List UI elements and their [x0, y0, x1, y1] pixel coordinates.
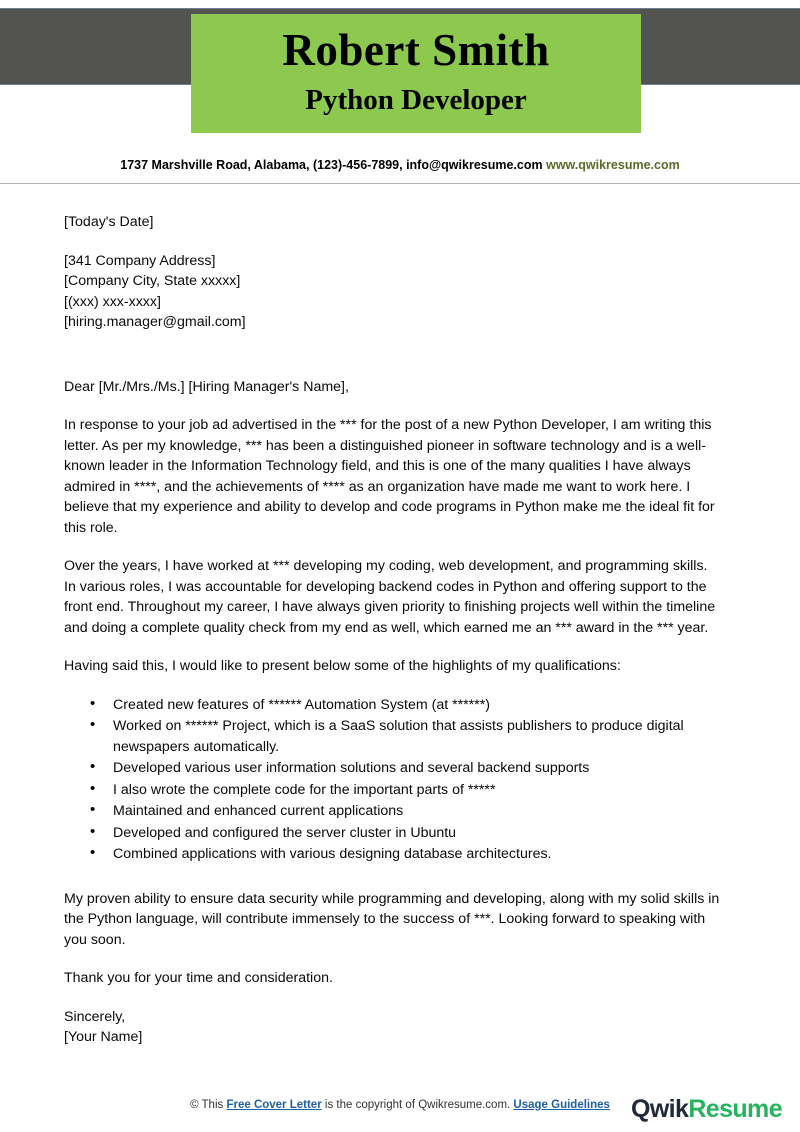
- list-item: • Developed various user information solutions and several backend supports: [64, 758, 720, 779]
- name-title-block: [191, 14, 641, 133]
- applicant-job-title: Python Developer: [305, 84, 527, 116]
- spacer-before-salutation: [64, 351, 720, 377]
- applicant-name: Robert Smith: [282, 25, 550, 75]
- recipient-email: [hiring.manager@gmail.com]: [64, 314, 246, 330]
- recipient-phone: [(xxx) xxx-xxxx]: [64, 293, 161, 310]
- highlights-intro: Having said this, I would like to present below some of the highlights of my qualifications:: [64, 658, 621, 674]
- list-item: • I also wrote the complete code for the important parts of *****: [64, 780, 720, 801]
- footer-copyright-prefix: © This: [190, 1099, 227, 1111]
- qwikresume-logo[interactable]: [631, 1092, 782, 1126]
- paragraph-one: In response to your job ad advertised in the *** for the post of a new Python Developer, I am writing this letter. As per my knowledge, *** has been a distinguished pioneer in software technology and is a well-known leader in the Information Technology field, and this is one of the many qualities I have always admired in ****, and the achievements of **** as an organization have made me want to work here. I believe that my experience and ability to develop and code programs in Python make me the ideal fit for this role.: [64, 417, 715, 536]
- paragraph-two: Over the years, I have worked at *** developing my coding, web development, and programming skills. In various roles, I was accountable for developing backend codes in Python and offering support to the front end. Throughout my career, I have always given priority to finishing projects well within the timeline and doing a complete quality check from my end as well, which earned me an *** award in the *** year.: [64, 558, 716, 636]
- contact-line: [0, 157, 800, 173]
- header-divider: [0, 183, 800, 184]
- recipient-city-state-zip: [Company City, State xxxxx]: [64, 273, 241, 289]
- paragraph-four: Thank you for your time and consideration.: [64, 970, 333, 986]
- contact-details: 1737 Marshville Road, Alabama, (123)-456-7899, info@qwikresume.com: [120, 158, 543, 172]
- page-footer: [0, 1092, 800, 1132]
- contact-website[interactable]: www.qwikresume.com: [546, 158, 680, 172]
- list-item: • Combined applications with various designing database architectures.: [64, 844, 720, 865]
- recipient-address-block: [64, 251, 720, 333]
- free-cover-letter-link[interactable]: Free Cover Letter: [226, 1099, 322, 1111]
- footer-copyright-middle: is the copyright of Qwikresume.com.: [321, 1099, 514, 1111]
- closing-block: [64, 1007, 720, 1048]
- signature-name: [Your Name]: [64, 1029, 143, 1045]
- salutation: Dear [Mr./Mrs./Ms.] [Hiring Manager's Name],: [64, 378, 349, 395]
- logo-text-qwik: Qwik: [630, 1095, 689, 1123]
- list-item: • Maintained and enhanced current applications: [64, 801, 720, 822]
- list-item: • Created new features of ****** Automation System (at ******): [64, 695, 720, 716]
- usage-guidelines-link[interactable]: Usage Guidelines: [513, 1099, 610, 1111]
- logo-text-resume: Resume: [688, 1095, 782, 1123]
- closing-salutation: Sincerely,: [64, 1008, 126, 1025]
- highlights-list: [64, 695, 720, 865]
- letter-body: [64, 212, 720, 1066]
- recipient-address: [341 Company Address]: [64, 252, 216, 269]
- list-item: • Worked on ****** Project, which is a SaaS solution that assists publishers to produce digital newspapers automatically.: [64, 716, 720, 757]
- paragraph-three: My proven ability to ensure data security while programming and developing, along with my solid skills in the Python language, will contribute immensely to the success of ***. Looking forward to speaking with you soon.: [64, 890, 720, 948]
- letter-date: [Today's Date]: [64, 214, 154, 230]
- list-item: • Developed and configured the server cluster in Ubuntu: [64, 823, 720, 844]
